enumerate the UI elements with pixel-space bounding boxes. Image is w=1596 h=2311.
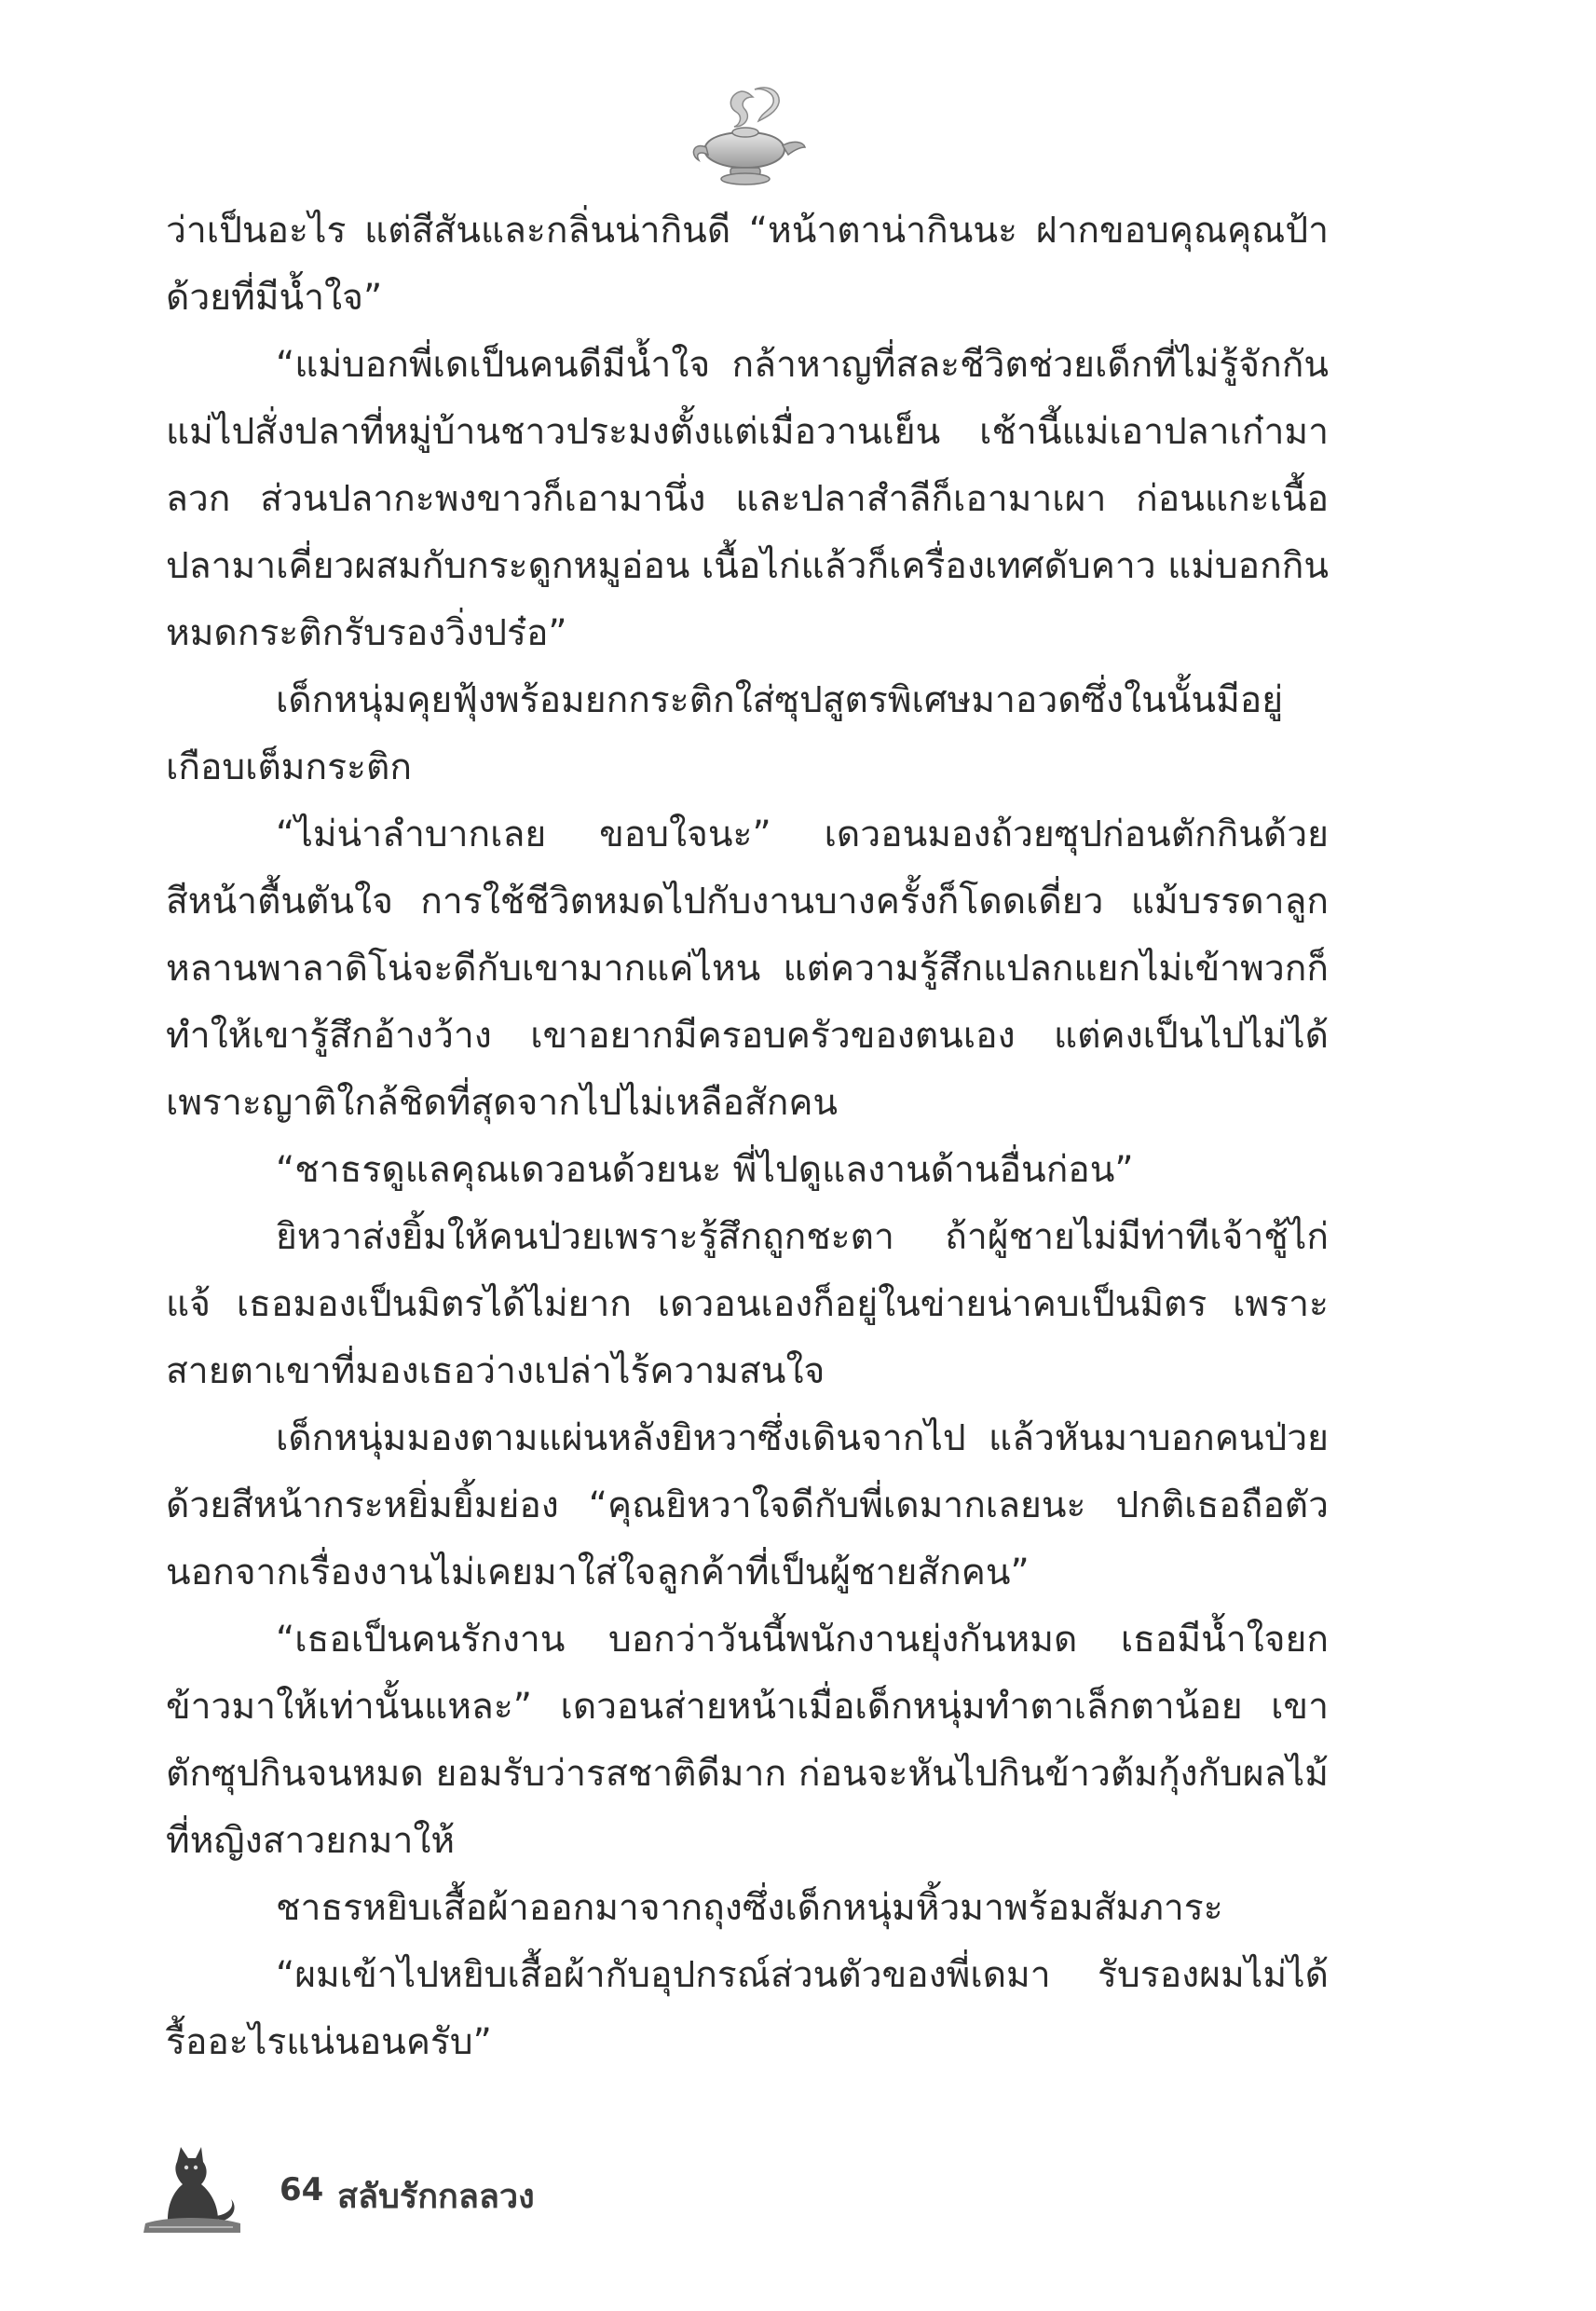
page-number: 64 — [280, 2171, 324, 2208]
body-text — [166, 198, 1329, 2076]
page-footer — [140, 2134, 792, 2236]
paragraph: เด็กหนุ่มมองตามแผ่นหลังยิหวาซึ่งเดินจากไป แล้วหันมาบอกคนป่วยด้วยสีหน้ากระหยิ่มยิ้มย่อง “คุณยิหวาใจดีกับพี่เดมากเลยนะ ปกติเธอถือตัว นอกจากเรื่องงานไม่เคยมาใส่ใจลูกค้าที่เป็นผู้ชายสักคน” — [166, 1417, 1329, 1593]
paragraph: “ผมเข้าไปหยิบเสื้อผ้ากับอุปกรณ์ส่วนตัวของพี่เดมา รับรองผมไม่ได้รื้ออะไรแน่นอนครับ” — [166, 1954, 1329, 2063]
paragraph: เด็กหนุ่มคุยฟุ้งพร้อมยกกระติกใส่ซุปสูตรพิเศษมาอวดซึ่งในนั้นมีอยู่เกือบเต็มกระติก — [166, 679, 1284, 788]
paragraph: ยิหวาส่งยิ้มให้คนป่วยเพราะรู้สึกถูกชะตา ถ้าผู้ชายไม่มีท่าทีเจ้าชู้ไก่แจ้ เธอมองเป็นมิตรได้ไม่ยาก เดวอนเองก็อยู่ในข่ายน่าคบเป็นมิตร เพราะสายตาเขาที่มองเธอว่างเปล่าไร้ความสนใจ — [166, 1216, 1329, 1392]
paragraph: ว่าเป็นอะไร แต่สีสันและกลิ่นน่ากินดี “หน้าตาน่ากินนะ ฝากขอบคุณคุณป้าด้วยที่มีน้ำใจ” — [166, 210, 1329, 319]
paragraph: “เธอเป็นคนรักงาน บอกว่าวันนี้พนักงานยุ่งกันหมด เธอมีน้ำใจยกข้าวมาให้เท่านั้นแหละ” เดวอนส่ายหน้าเมื่อเด็กหนุ่มทำตาเล็กตาน้อย เขาตักซุปกินจนหมด ยอมรับว่ารสชาติดีมาก ก่อนจะหันไปกินข้าวต้มกุ้งกับผลไม้ที่หญิงสาวยกมาให้ — [166, 1619, 1329, 1862]
paragraph: “แม่บอกพี่เดเป็นคนดีมีน้ำใจ กล้าหาญที่สละชีวิตช่วยเด็กที่ไม่รู้จักกัน แม่ไปสั่งปลาที่หมู่บ้านชาวประมงตั้งแต่เมื่อวานเย็น เช้านี้แม่เอาปลาเก๋ามาลวก ส่วนปลากะพงขาวก็เอามานึ่ง และปลาสำลีก็เอามาเผา ก่อนแกะเนื้อปลามาเคี่ยวผสมกับกระดูกหมูอ่อน เนื้อไก่แล้วก็เครื่องเทศดับคาว แม่บอกกินหมดกระติกรับรองวิ่งปร๋อ” — [166, 344, 1329, 654]
cat-icon — [140, 2134, 242, 2236]
paragraph: “ชาธรดูแลคุณเดวอนด้วยนะ พี่ไปดูแลงานด้านอื่นก่อน” — [276, 1149, 1134, 1191]
book-title: สลับรักกลลวง — [337, 2178, 535, 2216]
paragraph: “ไม่น่าลำบากเลย ขอบใจนะ” เดวอนมองถ้วยซุปก่อนตักกินด้วยสีหน้าตื้นตันใจ การใช้ชีวิตหมดไปกับงานบางครั้งก็โดดเดี่ยว แม้บรรดาลูกหลานพาลาดิโน่จะดีกับเขามากแค่ไหน แต่ความรู้สึกแปลกแยกไม่เข้าพวกก็ทำให้เขารู้สึกอ้างว้าง เขาอยากมีครอบครัวของตนเอง แต่คงเป็นไปไม่ได้ เพราะญาติใกล้ชิดที่สุดจากไปไม่เหลือสักคน — [166, 814, 1329, 1124]
paragraph: ชาธรหยิบเสื้อผ้าออกมาจากถุงซึ่งเด็กหนุ่มหิ้วมาพร้อมสัมภาระ — [276, 1887, 1223, 1929]
genie-lamp-icon — [686, 84, 807, 186]
